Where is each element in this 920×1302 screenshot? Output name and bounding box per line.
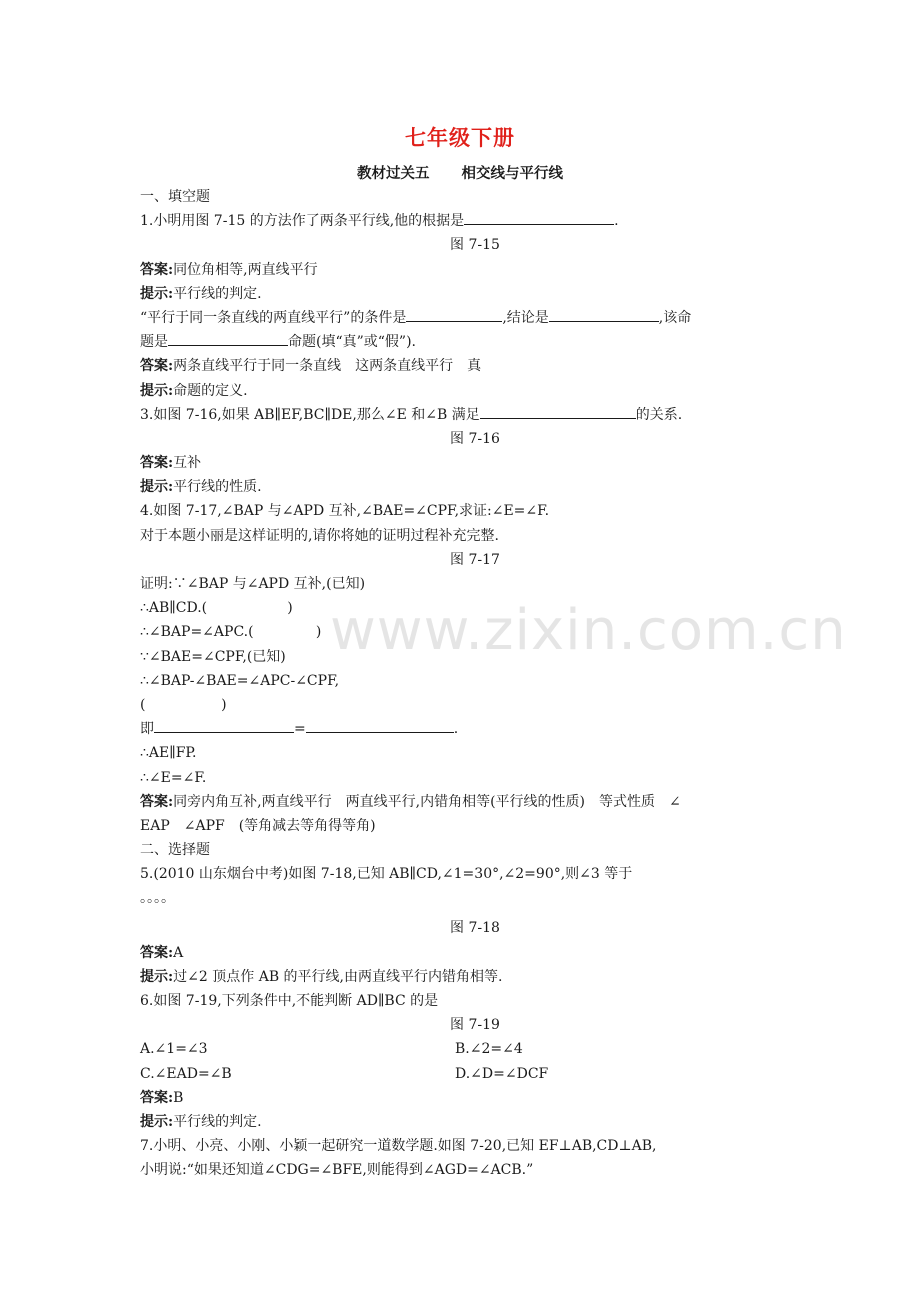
- proof-line: ∴AB∥CD.( ): [140, 600, 293, 617]
- proof-line: 即 = .: [140, 717, 810, 741]
- answer-blank: [154, 718, 294, 733]
- figure-caption: 图 7-18: [450, 920, 500, 937]
- hint-line: 提示:平行线的判定.: [140, 1113, 262, 1130]
- figure-caption: 图 7-17: [450, 551, 500, 568]
- options-row: [140, 1062, 810, 1086]
- answer-line: 答案:B: [140, 1089, 184, 1106]
- question-3: 3.如图 7-16,如果 AB∥EF,BC∥DE,那么∠E 和∠B 满足 的关系.: [140, 403, 810, 427]
- proof-line: ( ): [140, 696, 227, 713]
- hint-line: 提示:平行线的性质.: [140, 479, 262, 496]
- proof-line: 证明:∵∠BAP 与∠APD 互补,(已知): [140, 576, 366, 592]
- question-7-line-1: 7.小明、小亮、小刚、小颖一起研究一道数学题.如图 7-20,已知 EF⊥AB,CD⊥AB,: [140, 1138, 657, 1155]
- hint-line: 提示:命题的定义.: [140, 382, 248, 399]
- question-1: 1.小明用图 7-15 的方法作了两条平行线,他的根据是 .: [140, 209, 810, 233]
- answer-blank: [549, 307, 659, 322]
- answer-blank: [168, 331, 288, 346]
- proof-line: ∴∠BAP=∠APC.( ): [140, 624, 322, 641]
- answer-line: 答案:两条直线平行于同一条直线 这两条直线平行 真: [140, 358, 482, 375]
- question-4-line-1: 4.如图 7-17,∠BAP 与∠APD 互补,∠BAE=∠CPF,求证:∠E=∠F.: [140, 503, 550, 520]
- subtitle-right: 相交线与平行线: [461, 165, 563, 182]
- answer-line: 答案:同旁内角互补,两直线平行 两直线平行,内错角相等(平行线的性质) 等式性质 ∠: [140, 793, 681, 810]
- answer-line-cont: EAP ∠APF (等角减去等角得等角): [140, 817, 376, 834]
- answer-line: 答案:互补: [140, 455, 202, 472]
- section-heading-choice: 二、选择题: [140, 842, 210, 859]
- figure-caption: 图 7-16: [450, 430, 500, 447]
- option-a: A.∠1=∠3: [140, 1041, 208, 1058]
- question-4-line-2: 对于本题小丽是这样证明的,请你将她的证明过程补充完整.: [140, 527, 499, 544]
- option-b: B.∠2=∠4: [455, 1041, 523, 1058]
- option-c: C.∠EAD=∠B: [140, 1065, 232, 1082]
- question-6: 6.如图 7-19,下列条件中,不能判断 AD∥BC 的是: [140, 993, 439, 1009]
- answer-line: 答案:A: [140, 944, 184, 961]
- page-title: 七年级下册: [405, 125, 515, 150]
- hint-line: 提示:过∠2 顶点作 AB 的平行线,由两直线平行内错角相等.: [140, 968, 503, 985]
- proof-line: ∴AE∥FP.: [140, 745, 197, 762]
- question-7-line-2: 小明说:“如果还知道∠CDG=∠BFE,则能得到∠AGD=∠ACB.”: [140, 1162, 534, 1179]
- question-2-line-1: “平行于同一条直线的两直线平行”的条件是 ,结论是 ,该命: [140, 306, 810, 330]
- figure-caption: 图 7-15: [450, 237, 500, 254]
- figure-caption: 图 7-19: [450, 1017, 500, 1034]
- answer-blank: [464, 210, 614, 225]
- document-body: [140, 185, 810, 1183]
- question-2-line-2: 题是 命题(填“真”或“假”).: [140, 330, 810, 354]
- answer-blank: [306, 718, 454, 733]
- subtitle-left: 教材过关五: [357, 165, 430, 182]
- question-5-line-2: 。。。。: [140, 890, 175, 907]
- options-row: [140, 1037, 810, 1061]
- question-5-line-1: 5.(2010 山东烟台中考)如图 7-18,已知 AB∥CD,∠1=30°,∠2=90°,则∠3 等于: [140, 866, 633, 883]
- hint-line: 提示:平行线的判定.: [140, 285, 262, 302]
- section-heading-fill: 一、填空题: [140, 189, 210, 205]
- answer-blank: [406, 307, 502, 322]
- proof-line: ∴∠BAP-∠BAE=∠APC-∠CPF,: [140, 672, 340, 689]
- proof-line: ∴∠E=∠F.: [140, 769, 207, 786]
- page-subtitle: [0, 162, 920, 183]
- answer-blank: [480, 404, 636, 419]
- watermark: www.zixin.com.cn: [330, 598, 847, 663]
- proof-line: ∵∠BAE=∠CPF,(已知): [140, 648, 286, 665]
- option-d: D.∠D=∠DCF: [455, 1065, 549, 1082]
- answer-line: 答案:同位角相等,两直线平行: [140, 261, 318, 278]
